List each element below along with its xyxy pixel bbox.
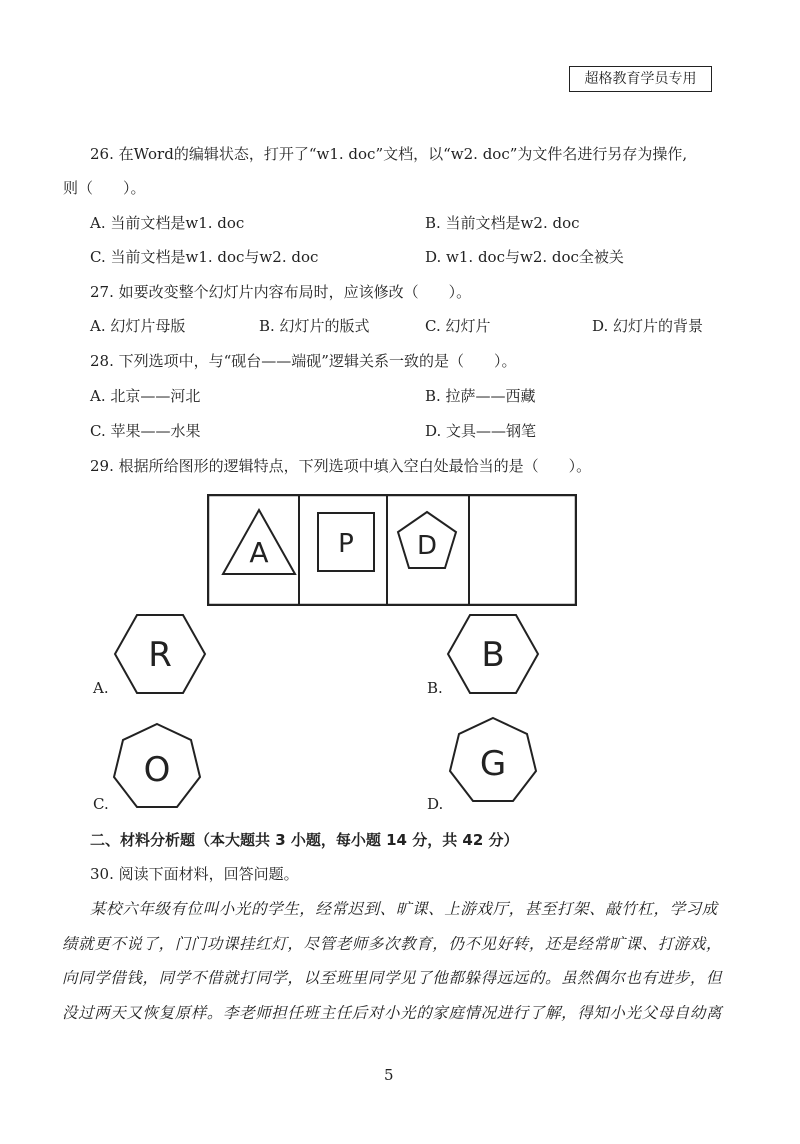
q27-option-c: C. 幻灯片 xyxy=(425,317,491,335)
q29-option-a-label: A. xyxy=(93,679,109,697)
header-tag: 超格教育学员专用 xyxy=(569,66,712,92)
sequence-cell-blank xyxy=(471,497,574,603)
q26-stem-line2: 则（ ）。 xyxy=(63,179,146,197)
figure-sequence xyxy=(207,494,577,606)
q29-option-a-letter: R xyxy=(148,635,172,675)
q28-stem: 28. 下列选项中，与“砚台——端砚”逻辑关系一致的是（ ）。 xyxy=(90,352,517,370)
q29-option-b-letter: B xyxy=(481,635,505,675)
q29-option-c-label: C. xyxy=(93,795,109,813)
sequence-cell-3 xyxy=(398,512,456,568)
sequence-letter-2: P xyxy=(338,529,354,559)
q29-option-b-hexagon xyxy=(445,612,541,696)
q27-option-d: D. 幻灯片的背景 xyxy=(592,317,704,335)
q27-stem: 27. 如要改变整个幻灯片内容布局时，应该修改（ ）。 xyxy=(90,283,472,301)
q29-stem: 29. 根据所给图形的逻辑特点，下列选项中填入空白处最恰当的是（ ）。 xyxy=(90,457,592,475)
q26-option-d: D. w1. doc与w2. doc全被关 xyxy=(425,248,624,266)
sequence-cell-1 xyxy=(223,510,295,574)
q26-option-b: B. 当前文档是w2. doc xyxy=(425,214,580,232)
q27-option-a: A. 幻灯片母版 xyxy=(90,317,186,335)
q28-option-a: A. 北京——河北 xyxy=(90,387,201,405)
sequence-letter-3: D xyxy=(416,531,438,561)
q29-option-b-label: B. xyxy=(427,679,443,697)
q29-option-c-letter: O xyxy=(143,750,171,790)
material-line-4: 没过两天又恢复原样。李老师担任班主任后对小光的家庭情况进行了解，得知小光父母自幼离 xyxy=(62,1004,723,1022)
q28-option-d: D. 文具——钢笔 xyxy=(425,422,537,440)
sequence-cell-2 xyxy=(318,513,374,571)
q28-option-c: C. 苹果——水果 xyxy=(90,422,201,440)
sequence-letter-1: A xyxy=(249,536,269,569)
q29-option-c-heptagon xyxy=(107,721,207,817)
material-line-2: 绩就更不说了，门门功课挂红灯，尽管老师多次教育，仍不见好转，还是经常旷课、打游戏， xyxy=(62,935,723,953)
q30-stem: 30. 阅读下面材料，回答问题。 xyxy=(90,865,299,883)
material-line-1: 某校六年级有位叫小光的学生，经常迟到、旷课、上游戏厅，甚至打架、敲竹杠，学习成 xyxy=(90,900,718,918)
q26-option-c: C. 当前文档是w1. doc与w2. doc xyxy=(90,248,319,266)
q29-option-d-heptagon xyxy=(443,715,543,811)
q26-stem-line1: 26. 在Word的编辑状态，打开了“w1. doc”文档，以“w2. doc”为文件名进行另存为操作, xyxy=(90,145,688,163)
section2-heading: 二、材料分析题（本大题共 3 小题，每小题 14 分，共 42 分） xyxy=(90,831,519,849)
q28-option-b: B. 拉萨——西藏 xyxy=(425,387,536,405)
page-number: 5 xyxy=(384,1066,394,1084)
q29-option-d-letter: G xyxy=(479,744,507,784)
material-line-3: 向同学借钱，同学不借就打同学，以至班里同学见了他都躲得远远的。虽然偶尔也有进步，但 xyxy=(62,969,723,987)
q29-option-d-label: D. xyxy=(427,795,444,813)
q29-option-a-hexagon xyxy=(112,612,208,696)
q27-option-b: B. 幻灯片的版式 xyxy=(259,317,370,335)
q26-option-a: A. 当前文档是w1. doc xyxy=(90,214,245,232)
